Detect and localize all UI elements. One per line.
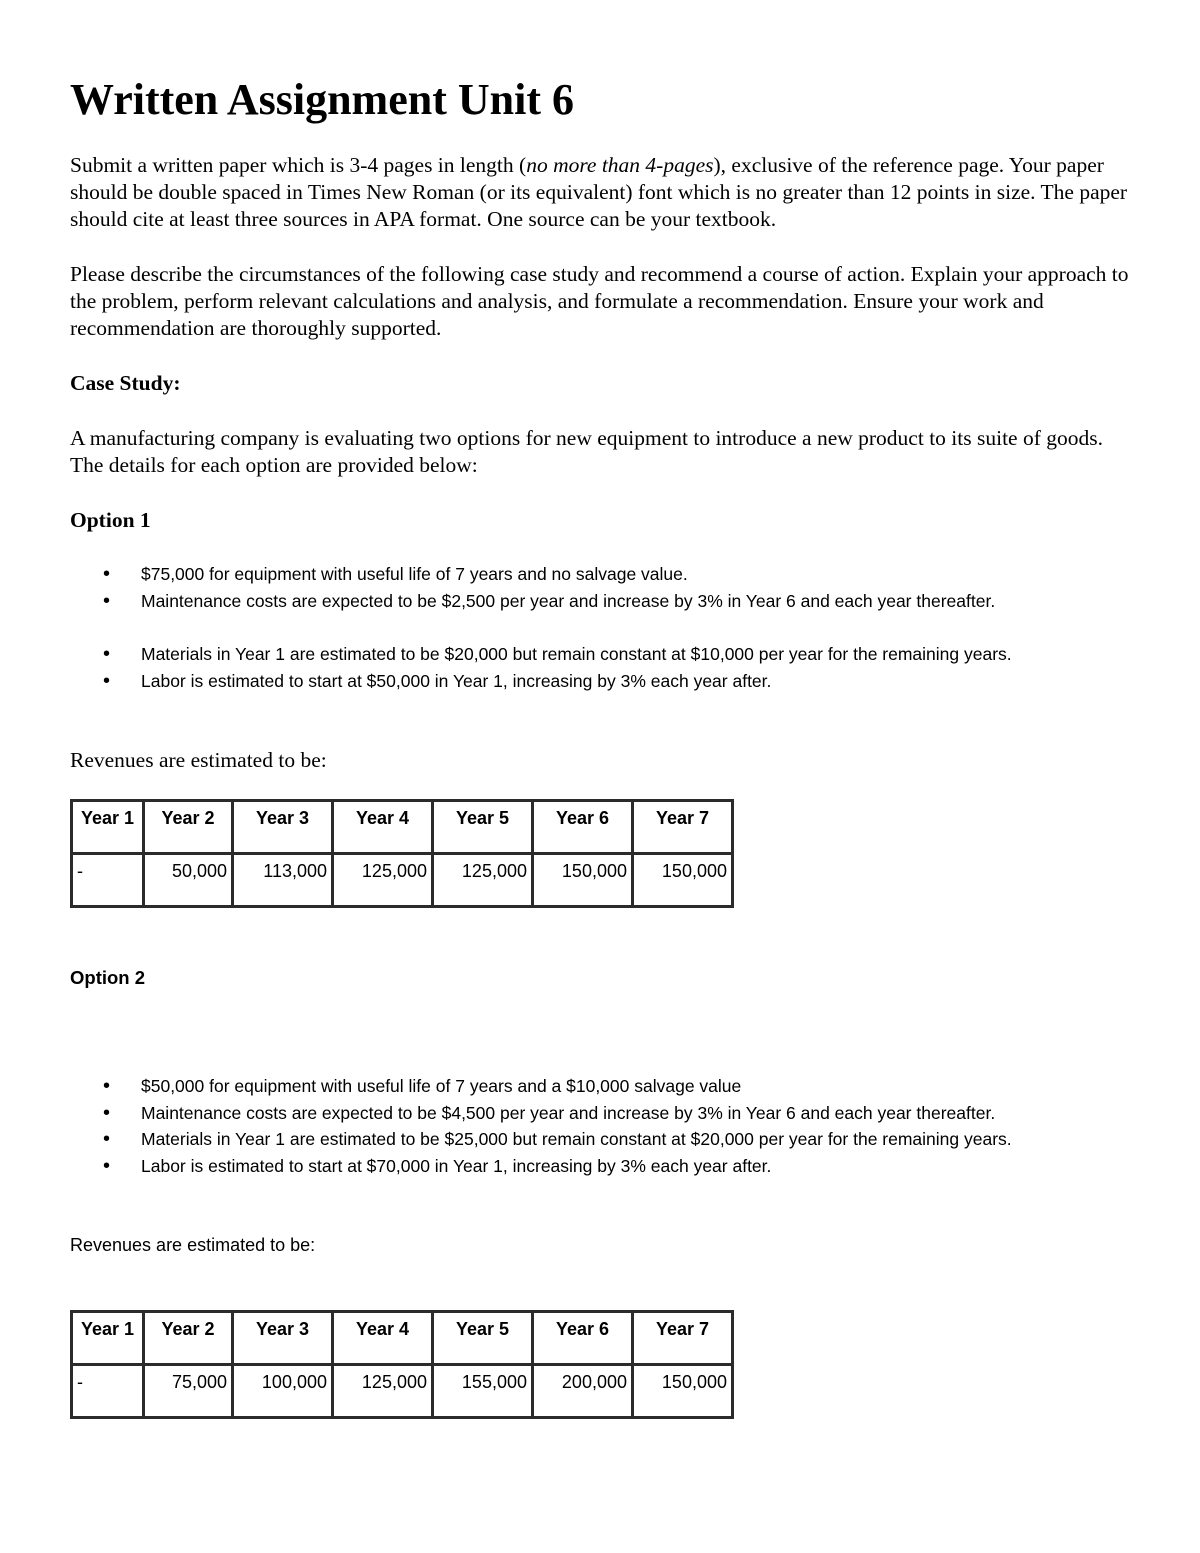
table-header-cell: Year 6 bbox=[533, 1312, 633, 1365]
case-study-heading: Case Study: bbox=[70, 371, 181, 395]
option-2-revenue-table bbox=[70, 1310, 734, 1419]
table-cell: - bbox=[72, 854, 144, 907]
intro-paragraph-2: Please describe the circumstances of the following case study and recommend a course of action. Explain your approach to the problem, perform relevant calculations and analysis, and formulate a recommendation. Ensure your work and recommendation are thoroughly supported. bbox=[70, 262, 1129, 340]
table-cell: - bbox=[72, 1365, 144, 1418]
option-2-heading: Option 2 bbox=[70, 967, 146, 988]
list-item: • Materials in Year 1 are estimated to be $25,000 but remain constant at $20,000 per year for the remaining years. bbox=[70, 1126, 1130, 1153]
table-header-cell: Year 7 bbox=[633, 801, 733, 854]
list-item: • $50,000 for equipment with useful life of 7 years and a $10,000 salvage value bbox=[70, 1073, 1130, 1100]
table-cell: 200,000 bbox=[533, 1365, 633, 1418]
table-header-row bbox=[72, 801, 733, 854]
intro-paragraph-1 bbox=[70, 152, 1130, 233]
table-cell: 150,000 bbox=[633, 1365, 733, 1418]
table-cell: 125,000 bbox=[333, 1365, 433, 1418]
table-header-cell: Year 2 bbox=[144, 1312, 233, 1365]
table-header-cell: Year 1 bbox=[72, 801, 144, 854]
table-cell: 100,000 bbox=[233, 1365, 333, 1418]
table-row bbox=[72, 1365, 733, 1418]
option-1-revenues-label: Revenues are estimated to be: bbox=[70, 748, 327, 772]
table-header-cell: Year 7 bbox=[633, 1312, 733, 1365]
table-header-cell: Year 3 bbox=[233, 801, 333, 854]
table-cell: 125,000 bbox=[333, 854, 433, 907]
list-item: • Labor is estimated to start at $50,000 in Year 1, increasing by 3% each year after. bbox=[70, 668, 1130, 695]
case-study-text: A manufacturing company is evaluating two options for new equipment to introduce a new product to its suite of goods. The details for each option are provided below: bbox=[70, 426, 1103, 477]
intro-text-end: ), exclusive of the reference page. Your paper should be double spaced in Times New Roman (or its equivalent) font which is no greater than 12 points in size. The paper should cite at least three sources in APA format. One source can be your textbook. bbox=[70, 153, 1128, 231]
list-item: • Maintenance costs are expected to be $4,500 per year and increase by 3% in Year 6 and each year thereafter. bbox=[70, 1100, 1130, 1127]
option-1-revenue-table bbox=[70, 799, 734, 908]
table-header-cell: Year 4 bbox=[333, 801, 433, 854]
list-item: • Materials in Year 1 are estimated to be $20,000 but remain constant at $10,000 per year for the remaining years. bbox=[70, 641, 1130, 668]
table-header-cell: Year 6 bbox=[533, 801, 633, 854]
table-cell: 125,000 bbox=[433, 854, 533, 907]
list-item: • Maintenance costs are expected to be $2,500 per year and increase by 3% in Year 6 and each year thereafter. bbox=[70, 588, 1130, 615]
page-title: Written Assignment Unit 6 bbox=[70, 75, 574, 124]
table-cell: 75,000 bbox=[144, 1365, 233, 1418]
table-header-cell: Year 5 bbox=[433, 1312, 533, 1365]
table-cell: 155,000 bbox=[433, 1365, 533, 1418]
intro-emphasis: no more than 4-pages bbox=[526, 153, 714, 177]
table-row bbox=[72, 854, 733, 907]
intro-text-start: Submit a written paper which is 3-4 pages in length ( bbox=[70, 153, 527, 177]
list-item: • Labor is estimated to start at $70,000 in Year 1, increasing by 3% each year after. bbox=[70, 1153, 1130, 1180]
option-2-revenues-label: Revenues are estimated to be: bbox=[70, 1235, 316, 1255]
option-2-list bbox=[70, 1073, 1130, 1179]
table-header-row bbox=[72, 1312, 733, 1365]
table-header-cell: Year 5 bbox=[433, 801, 533, 854]
table-header-cell: Year 3 bbox=[233, 1312, 333, 1365]
table-cell: 113,000 bbox=[233, 854, 333, 907]
list-item: • $75,000 for equipment with useful life of 7 years and no salvage value. bbox=[70, 561, 1130, 588]
table-cell: 50,000 bbox=[144, 854, 233, 907]
option-1-heading: Option 1 bbox=[70, 508, 151, 532]
table-header-cell: Year 2 bbox=[144, 801, 233, 854]
table-header-cell: Year 1 bbox=[72, 1312, 144, 1365]
table-cell: 150,000 bbox=[633, 854, 733, 907]
option-1-list bbox=[70, 561, 1130, 694]
table-header-cell: Year 4 bbox=[333, 1312, 433, 1365]
table-cell: 150,000 bbox=[533, 854, 633, 907]
